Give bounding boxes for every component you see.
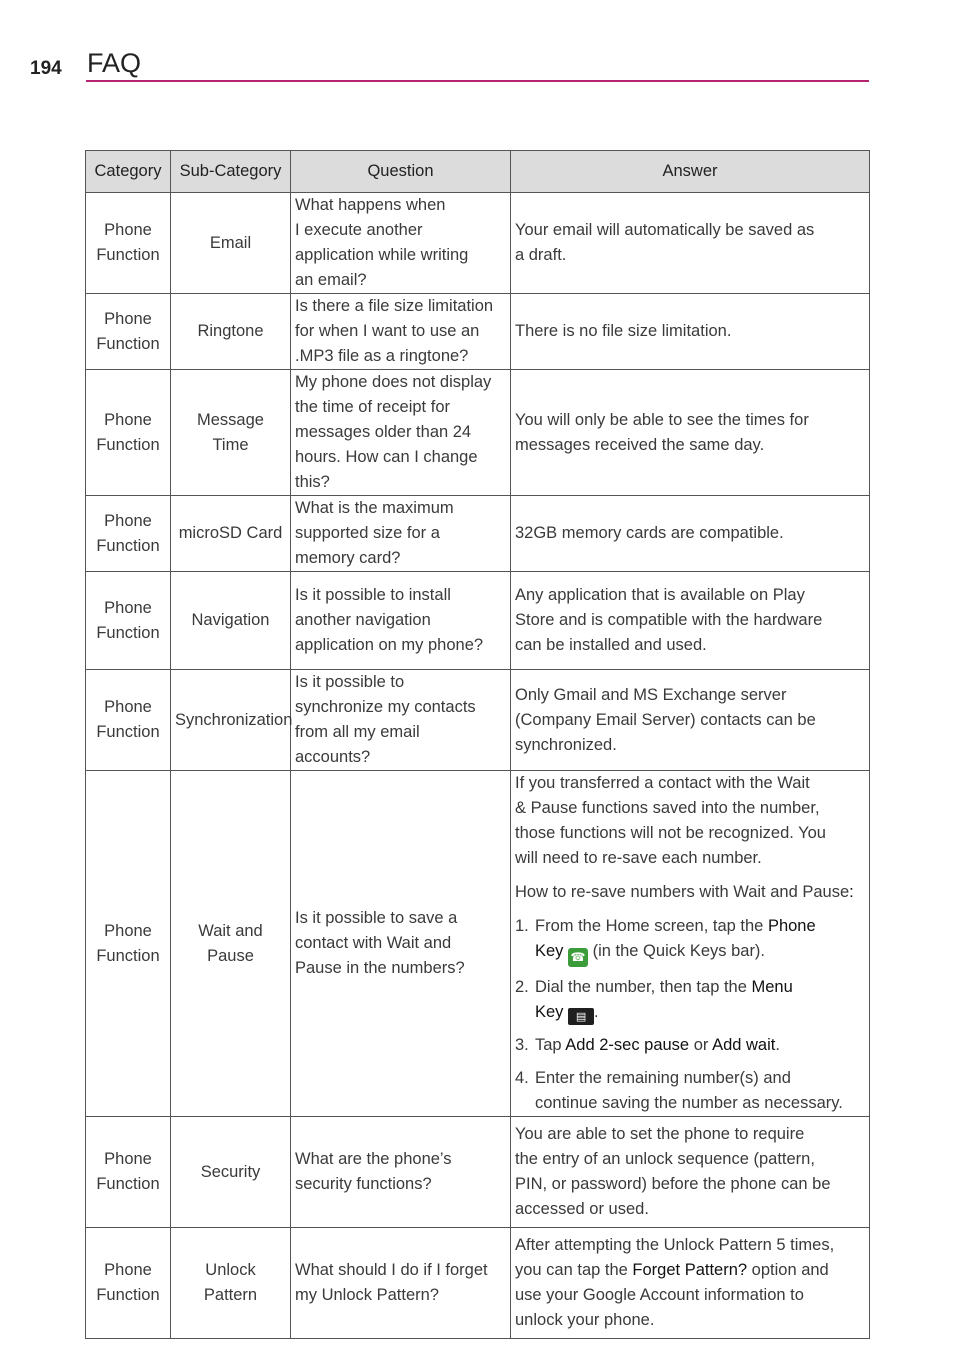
- subcategory-cell: Synchronization: [171, 670, 291, 771]
- subcategory-cell: Navigation: [171, 572, 291, 670]
- table-row: [86, 294, 870, 370]
- answer-intro: If you transferred a contact with the Wait & Pause functions saved into the number, those functions will not be recognized. You will need to re-save each number.: [515, 774, 826, 867]
- category-cell: Phone Function: [86, 572, 171, 670]
- step-item: 4. Enter the remaining number(s) and continue saving the number as necessary.: [515, 1069, 843, 1112]
- subcategory-cell: Email: [171, 193, 291, 294]
- answer-cell: [511, 771, 870, 1117]
- answer-cell: Only Gmail and MS Exchange server (Company Email Server) contacts can be synchronized.: [511, 670, 870, 771]
- faq-table: [85, 150, 870, 1339]
- table-row: [86, 572, 870, 670]
- page-title: FAQ: [87, 48, 142, 78]
- category-cell: Phone Function: [86, 193, 171, 294]
- table-row: [86, 670, 870, 771]
- table-row: [86, 1117, 870, 1228]
- table-row: [86, 1228, 870, 1339]
- question-cell: Is it possible to install another navigation application on my phone?: [291, 572, 511, 670]
- subcategory-cell: Wait and Pause: [171, 771, 291, 1117]
- header-question: Question: [291, 151, 511, 193]
- answer-cell: 32GB memory cards are compatible.: [511, 496, 870, 572]
- steps-list: [515, 914, 865, 1116]
- category-cell: Phone Function: [86, 1228, 171, 1339]
- forget-pattern-label: Forget Pattern?: [632, 1261, 748, 1279]
- question-cell: What is the maximum supported size for a memory card?: [291, 496, 511, 572]
- step-item: 3. Tap Add 2-sec pause or Add wait.: [515, 1036, 780, 1054]
- answer-cell: There is no file size limitation.: [511, 294, 870, 370]
- table-header-row: [86, 151, 870, 193]
- question-cell: Is there a file size limitation for when I want to use an .MP3 file as a ringtone?: [291, 294, 511, 370]
- subcategory-cell: microSD Card: [171, 496, 291, 572]
- table-row: [86, 771, 870, 1117]
- header-subcategory: Sub-Category: [171, 151, 291, 193]
- menu-key-label: Menu Key: [535, 978, 793, 1021]
- answer-cell: You are able to set the phone to require the entry of an unlock sequence (pattern, PIN, or password) before the phone can be accessed or used.: [511, 1117, 870, 1228]
- answer-cell: After attempting the Unlock Pattern 5 times, you can tap the Forget Pattern? option and use your Google Account information to unlock your phone.: [511, 1228, 870, 1339]
- add-wait-label: Add wait: [712, 1036, 776, 1054]
- phone-key-label: Phone Key: [535, 917, 816, 960]
- page-number: 194: [30, 58, 62, 79]
- title-rule: [86, 80, 869, 82]
- table-row: [86, 370, 870, 496]
- table-row: [86, 496, 870, 572]
- answer-cell: You will only be able to see the times for messages received the same day.: [511, 370, 870, 496]
- table-row: [86, 193, 870, 294]
- question-cell: My phone does not display the time of receipt for messages older than 24 hours. How can I change this?: [291, 370, 511, 496]
- question-cell: What happens when I execute another application while writing an email?: [291, 193, 511, 294]
- category-cell: Phone Function: [86, 670, 171, 771]
- menu-icon: ▤: [568, 1008, 594, 1025]
- category-cell: Phone Function: [86, 370, 171, 496]
- question-cell: What should I do if I forget my Unlock Pattern?: [291, 1228, 511, 1339]
- header-answer: Answer: [511, 151, 870, 193]
- phone-icon: ☎: [568, 948, 588, 967]
- add-pause-label: Add 2-sec pause: [565, 1036, 690, 1054]
- category-cell: Phone Function: [86, 496, 171, 572]
- subcategory-cell: Ringtone: [171, 294, 291, 370]
- step-item: 2. Dial the number, then tap the Menu Key ▤ .: [515, 978, 793, 1023]
- answer-cell: Your email will automatically be saved as a draft.: [511, 193, 870, 294]
- answer-howto: How to re-save numbers with Wait and Pause:: [515, 883, 854, 901]
- category-cell: Phone Function: [86, 294, 171, 370]
- answer-cell: Any application that is available on Play Store and is compatible with the hardware can be installed and used.: [511, 572, 870, 670]
- category-cell: Phone Function: [86, 1117, 171, 1228]
- category-cell: Phone Function: [86, 771, 171, 1117]
- question-cell: What are the phone’s security functions?: [291, 1117, 511, 1228]
- question-cell: Is it possible to save a contact with Wait and Pause in the numbers?: [291, 771, 511, 1117]
- subcategory-cell: Unlock Pattern: [171, 1228, 291, 1339]
- header-category: Category: [86, 151, 171, 193]
- step-item: 1. From the Home screen, tap the Phone Key ☎ (in the Quick Keys bar).: [515, 914, 865, 967]
- subcategory-cell: Security: [171, 1117, 291, 1228]
- subcategory-cell: Message Time: [171, 370, 291, 496]
- question-cell: Is it possible to synchronize my contacts from all my email accounts?: [291, 670, 511, 771]
